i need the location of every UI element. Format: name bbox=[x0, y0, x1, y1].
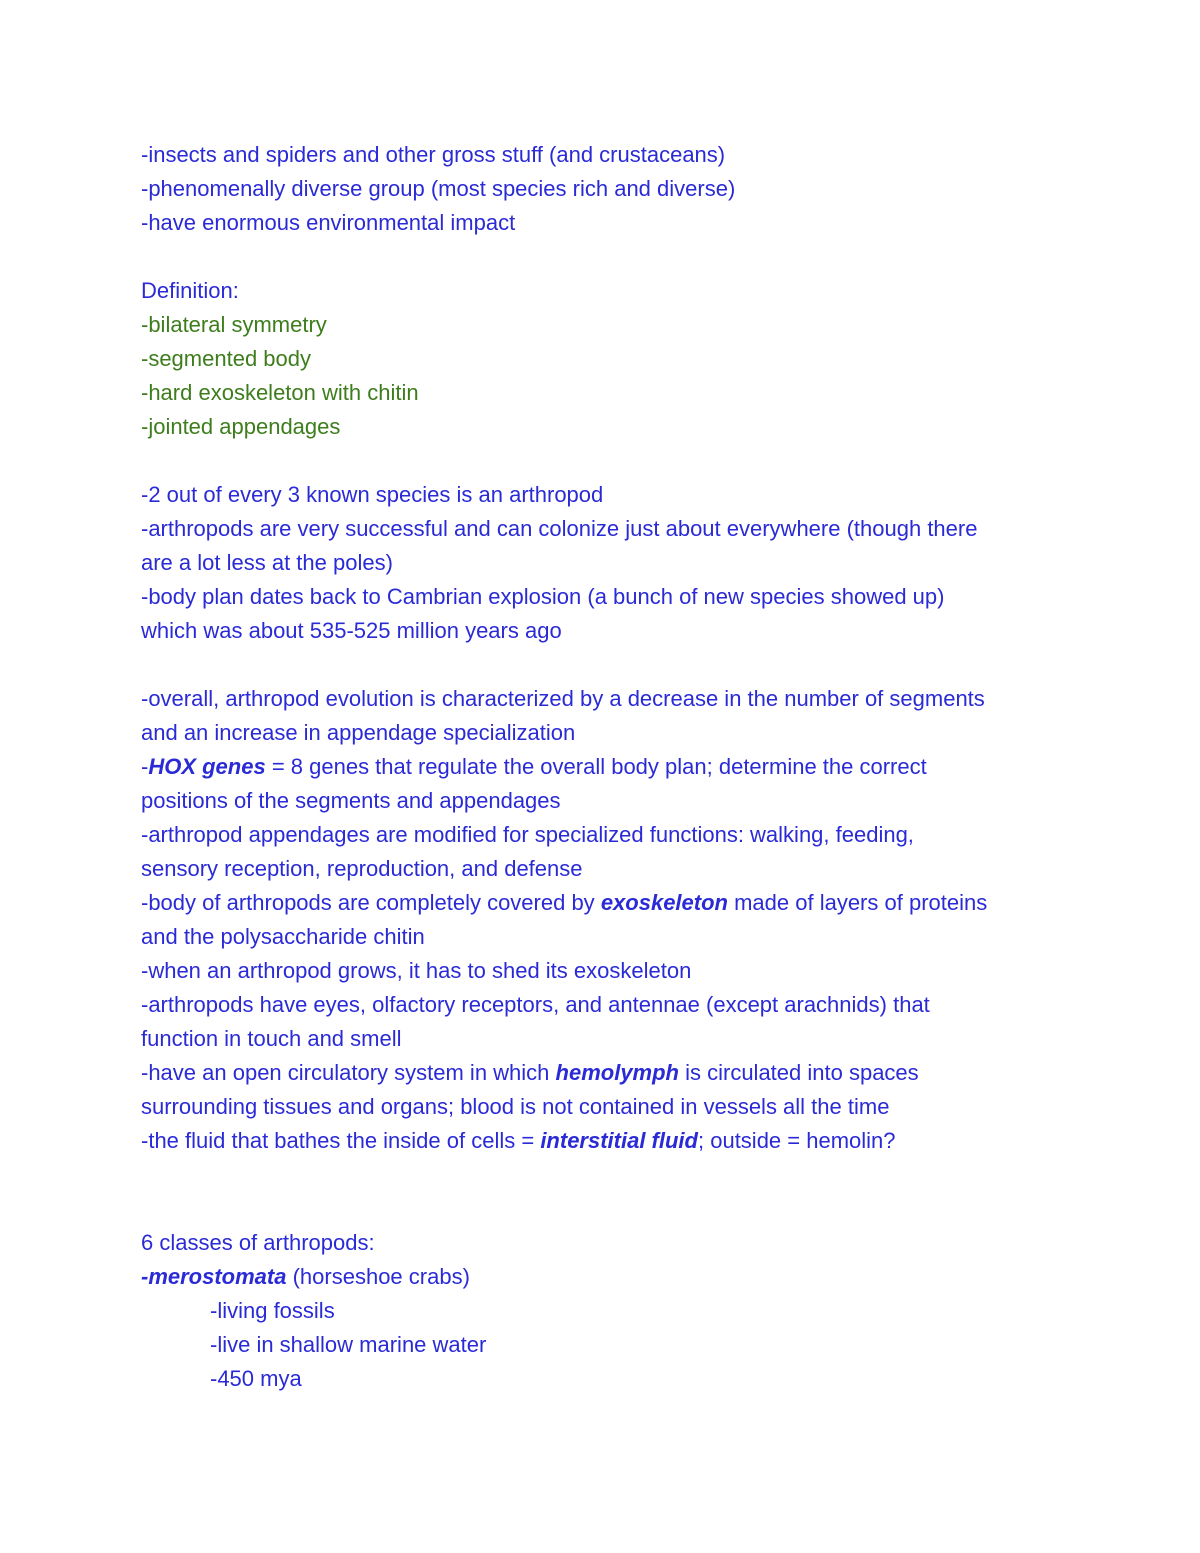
text-fragment: made of layers of proteins bbox=[727, 890, 988, 915]
evolution-line: -arthropods have eyes, olfactory receptors, and antennae (except arachnids) that bbox=[141, 992, 930, 1017]
exoskeleton-line bbox=[141, 886, 1081, 920]
evolution-line: -overall, arthropod evolution is characterized by a decrease in the number of segments bbox=[141, 686, 985, 711]
fact-line: -arthropods are very successful and can colonize just about everywhere (though there bbox=[141, 516, 978, 541]
interstitial-fluid-line bbox=[141, 1124, 1081, 1158]
merostomata-item: -live in shallow marine water bbox=[210, 1332, 487, 1357]
spacer bbox=[141, 1192, 1081, 1226]
spacer bbox=[141, 1158, 1081, 1192]
merostomata-term: -merostomata bbox=[141, 1264, 287, 1289]
hox-genes-term: HOX genes bbox=[148, 754, 266, 779]
fact-line: -2 out of every 3 known species is an arthropod bbox=[141, 482, 604, 507]
merostomata-item: -450 mya bbox=[210, 1366, 302, 1391]
fact-line: -body plan dates back to Cambrian explosion (a bunch of new species showed up) bbox=[141, 584, 945, 609]
evolution-line: sensory reception, reproduction, and defense bbox=[141, 856, 583, 881]
exoskeleton-term: exoskeleton bbox=[600, 890, 728, 915]
text-fragment: -body of arthropods are completely covered by bbox=[141, 890, 601, 915]
evolution-line: -when an arthropod grows, it has to shed its exoskeleton bbox=[141, 958, 692, 983]
merostomata-description: (horseshoe crabs) bbox=[286, 1264, 470, 1289]
spacer bbox=[141, 648, 1081, 682]
intro-line: -have enormous environmental impact bbox=[141, 210, 516, 235]
evolution-line: surrounding tissues and organs; blood is not contained in vessels all the time bbox=[141, 1094, 890, 1119]
evolution-line: -arthropod appendages are modified for specialized functions: walking, feeding, bbox=[141, 822, 914, 847]
definition-item: -hard exoskeleton with chitin bbox=[141, 380, 419, 405]
interstitial-fluid-term: interstitial fluid bbox=[540, 1128, 698, 1153]
fact-line: which was about 535-525 million years ago bbox=[141, 618, 562, 643]
intro-line: -phenomenally diverse group (most species rich and diverse) bbox=[141, 176, 736, 201]
definition-item: -bilateral symmetry bbox=[141, 312, 327, 337]
hox-genes-definition: = 8 genes that regulate the overall body plan; determine the correct bbox=[265, 754, 927, 779]
merostomata-line bbox=[141, 1260, 1081, 1294]
evolution-line: function in touch and smell bbox=[141, 1026, 402, 1051]
definition-item: -segmented body bbox=[141, 346, 311, 371]
definition-item: -jointed appendages bbox=[141, 414, 341, 439]
merostomata-item: -living fossils bbox=[210, 1298, 335, 1323]
spacer bbox=[141, 240, 1081, 274]
hemolymph-line bbox=[141, 1056, 1081, 1090]
evolution-line: positions of the segments and appendages bbox=[141, 788, 561, 813]
intro-line: -insects and spiders and other gross stuff (and crustaceans) bbox=[141, 142, 726, 167]
hox-genes-line bbox=[141, 750, 1081, 784]
evolution-line: and the polysaccharide chitin bbox=[141, 924, 425, 949]
hemolymph-term: hemolymph bbox=[555, 1060, 679, 1085]
text-fragment: ; outside = hemolin? bbox=[698, 1128, 896, 1153]
evolution-line: and an increase in appendage specialization bbox=[141, 720, 576, 745]
classes-heading: 6 classes of arthropods: bbox=[141, 1230, 375, 1255]
text-fragment: -have an open circulatory system in which bbox=[141, 1060, 556, 1085]
spacer bbox=[141, 444, 1081, 478]
fact-line: are a lot less at the poles) bbox=[141, 550, 393, 575]
definition-heading: Definition: bbox=[141, 278, 239, 303]
text-fragment: is circulated into spaces bbox=[679, 1060, 919, 1085]
text-fragment: -the fluid that bathes the inside of cells = bbox=[141, 1128, 541, 1153]
dash: - bbox=[141, 754, 149, 779]
notes-page bbox=[141, 138, 1081, 1396]
